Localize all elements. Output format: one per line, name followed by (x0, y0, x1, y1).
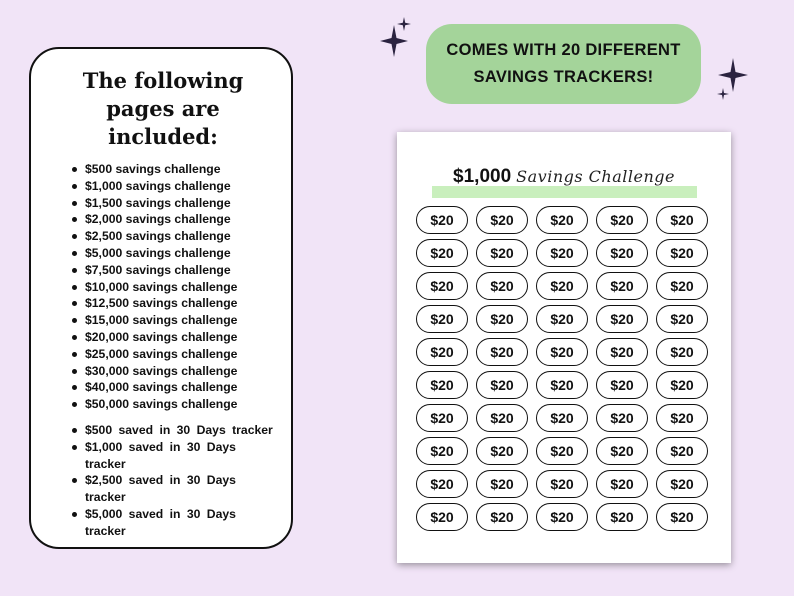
savings-pill: $20 (416, 404, 468, 432)
list-item: $25,000 savings challenge (49, 346, 277, 363)
savings-pill: $20 (416, 470, 468, 498)
savings-pill: $20 (656, 239, 708, 267)
savings-pill: $20 (656, 404, 708, 432)
savings-pill: $20 (476, 404, 528, 432)
list-item: $500 savings challenge (49, 161, 277, 178)
savings-pill: $20 (476, 305, 528, 333)
savings-pill: $20 (656, 272, 708, 300)
savings-pill: $20 (416, 305, 468, 333)
card-title: The following pages are included: (82, 68, 244, 149)
savings-pill: $20 (536, 272, 588, 300)
savings-pill: $20 (416, 239, 468, 267)
list-item: $1,000 savings challenge (49, 178, 277, 195)
savings-pill: $20 (596, 338, 648, 366)
savings-pill-grid (416, 206, 708, 531)
savings-pill: $20 (536, 371, 588, 399)
list-item: $1,000 saved in 30 Days tracker (49, 439, 277, 473)
list-item: $500 saved in 30 Days tracker (49, 422, 277, 439)
savings-pill: $20 (656, 305, 708, 333)
savings-pill: $20 (596, 371, 648, 399)
sheet-title (397, 166, 731, 188)
sparkle-icon (714, 58, 750, 104)
savings-challenge-preview (397, 132, 731, 563)
trackers-badge (426, 24, 701, 104)
savings-pill: $20 (476, 437, 528, 465)
savings-pill: $20 (656, 338, 708, 366)
savings-pill: $20 (596, 503, 648, 531)
list-item: $7,500 savings challenge (49, 262, 277, 279)
savings-pill: $20 (596, 239, 648, 267)
list-item: $2,000 savings challenge (49, 211, 277, 228)
savings-pill: $20 (416, 272, 468, 300)
list-item: $50,000 savings challenge (49, 396, 277, 413)
list-item: $2,500 saved in 30 Days tracker (49, 472, 277, 506)
savings-pill: $20 (596, 206, 648, 234)
savings-pill: $20 (596, 305, 648, 333)
sheet-header (397, 166, 731, 200)
savings-pill: $20 (476, 206, 528, 234)
list-item: $5,000 saved in 30 Days tracker (49, 506, 277, 540)
savings-pill: $20 (416, 437, 468, 465)
list-item: $2,500 savings challenge (49, 228, 277, 245)
list-item: $1,500 savings challenge (49, 195, 277, 212)
savings-pill: $20 (416, 206, 468, 234)
savings-pill: $20 (656, 371, 708, 399)
savings-pill: $20 (536, 404, 588, 432)
savings-pill: $20 (536, 503, 588, 531)
savings-pill: $20 (476, 371, 528, 399)
savings-pill: $20 (416, 338, 468, 366)
sheet-script-title: Savings Challenge (516, 167, 675, 186)
savings-pill: $20 (476, 239, 528, 267)
savings-pill: $20 (476, 338, 528, 366)
savings-pill: $20 (656, 470, 708, 498)
savings-pill: $20 (476, 503, 528, 531)
savings-pill: $20 (596, 404, 648, 432)
savings-pill: $20 (596, 470, 648, 498)
savings-pill: $20 (596, 437, 648, 465)
sheet-amount: $1,000 (453, 166, 512, 187)
list-item: $5,000 savings challenge (49, 245, 277, 262)
savings-pill: $20 (536, 338, 588, 366)
savings-pill: $20 (536, 305, 588, 333)
savings-pill: $20 (596, 272, 648, 300)
list-item: $40,000 savings challenge (49, 379, 277, 396)
list-item: $20,000 savings challenge (49, 329, 277, 346)
savings-pill: $20 (536, 437, 588, 465)
tracker-list (49, 422, 277, 540)
savings-pill: $20 (476, 470, 528, 498)
included-pages-card (29, 47, 293, 549)
list-item: $15,000 savings challenge (49, 312, 277, 329)
savings-pill: $20 (536, 206, 588, 234)
savings-pill: $20 (416, 503, 468, 531)
savings-pill: $20 (656, 503, 708, 531)
badge-text: COMES WITH 20 DIFFERENT SAVINGS TRACKERS! (446, 41, 681, 86)
list-item: $12,500 savings challenge (49, 295, 277, 312)
savings-pill: $20 (416, 371, 468, 399)
savings-pill: $20 (536, 239, 588, 267)
savings-pill: $20 (656, 437, 708, 465)
savings-pill: $20 (536, 470, 588, 498)
savings-pill: $20 (656, 206, 708, 234)
list-item: $10,000 savings challenge (49, 279, 277, 296)
list-item: $30,000 savings challenge (49, 363, 277, 380)
challenge-list (49, 161, 277, 413)
sparkle-icon (380, 15, 416, 59)
savings-pill: $20 (476, 272, 528, 300)
